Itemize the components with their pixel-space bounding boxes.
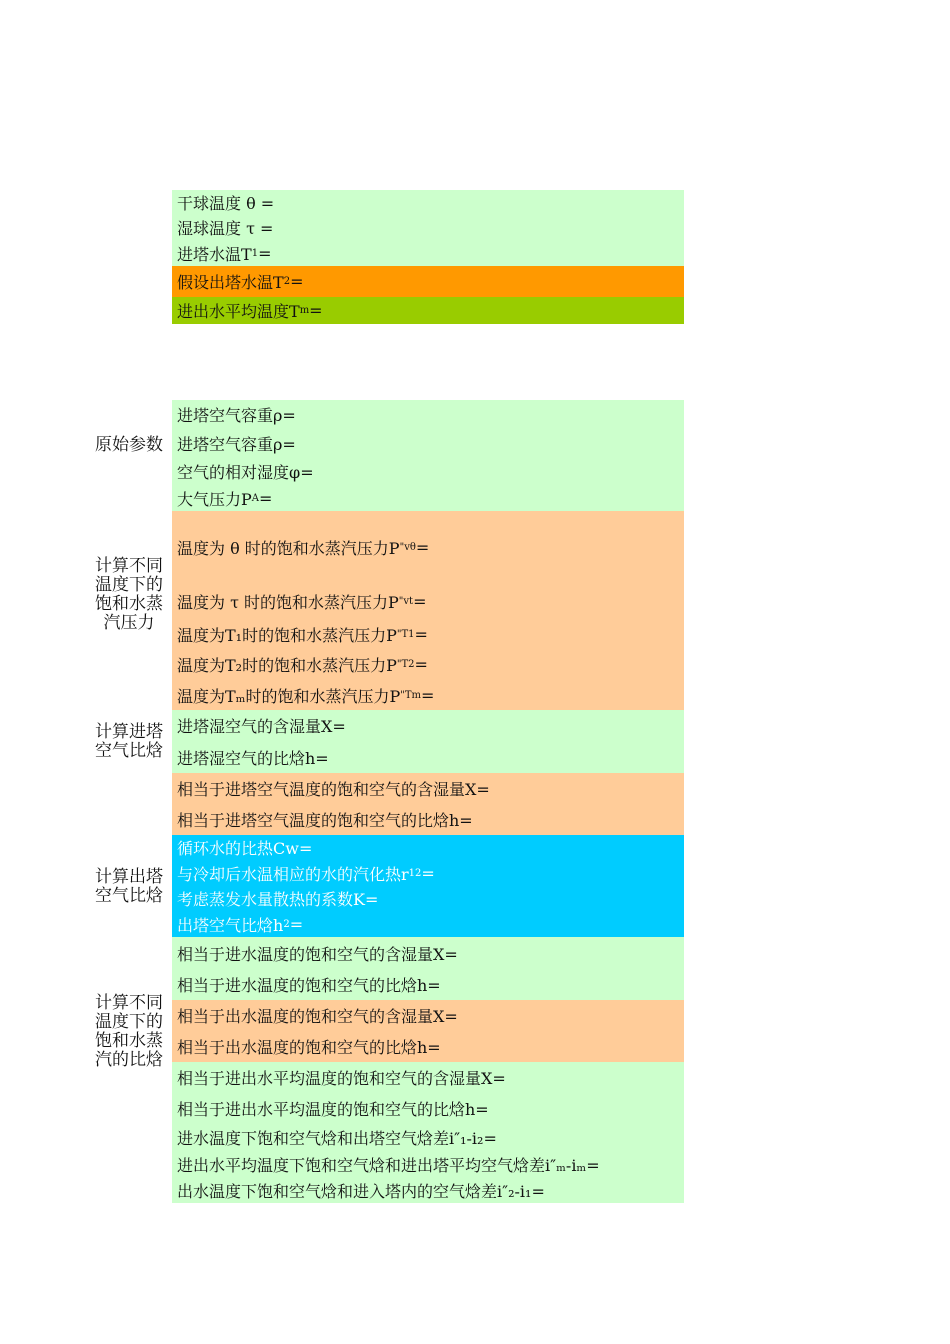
- evaporation-coefficient-row: 考虑蒸发水量散热的系数K=: [172, 886, 684, 911]
- sat-pressure-tau-row: 温度为 τ 时的饱和水蒸汽压力P " vt =: [172, 583, 684, 619]
- inlet-water-sat-moisture-row: 相当于进水温度的饱和空气的含湿量X=: [172, 937, 684, 969]
- wet-bulb-temp-row: 湿球温度 τ =: [172, 215, 684, 240]
- inlet-water-sat-enthalpy-row: 相当于进水温度的饱和空气的比焓h=: [172, 969, 684, 1000]
- enthalpy-diff-inlet-row: 进水温度下饱和空气焓和出塔空气焓差i″₁-i₂=: [172, 1124, 684, 1151]
- avg-water-temp-row: 进出水平均温度T m =: [172, 297, 684, 324]
- sat-pressure-t1-row: 温度为T₁时的饱和水蒸汽压力P " T1 =: [172, 619, 684, 649]
- outlet-enthalpy-row: 出塔空气比焓h 2 =: [172, 911, 684, 937]
- enthalpy-diff-outlet-row: 出水温度下饱和空气焓和进入塔内的空气焓差i″₂-i₁=: [172, 1177, 684, 1203]
- inlet-moisture-content-row: 进塔湿空气的含湿量X=: [172, 710, 684, 741]
- inlet-air-density-row: 进塔空气容重ρ=: [172, 400, 684, 429]
- dry-bulb-temp-row: 干球温度 θ =: [172, 190, 684, 215]
- vaporization-heat-row: 与冷却后水温相应的水的汽化热r 12 =: [172, 860, 684, 886]
- sat-pressure-t2-row: 温度为T₂时的饱和水蒸汽压力P " T2 =: [172, 649, 684, 680]
- enthalpy-diff-avg-row: 进出水平均温度下饱和空气焓和进出塔平均空气焓差i″ₘ-iₘ=: [172, 1151, 684, 1177]
- inlet-water-temp-row: 进塔水温T 1 =: [172, 240, 684, 266]
- inlet-sat-moisture-content-row: 相当于进塔空气温度的饱和空气的含湿量X=: [172, 773, 684, 804]
- group-label-outlet-enthalpy: 计算出塔 空气比焓: [95, 867, 163, 906]
- inlet-enthalpy-row: 进塔湿空气的比焓h=: [172, 741, 684, 773]
- atmospheric-pressure-row: 大气压力P A =: [172, 485, 684, 511]
- sat-pressure-theta-row: 温度为 θ 时的饱和水蒸汽压力P " vθ =: [172, 511, 684, 583]
- relative-humidity-row: 空气的相对湿度φ=: [172, 458, 684, 485]
- inlet-air-density-row: 进塔空气容重ρ=: [172, 429, 684, 458]
- inlet-sat-enthalpy-row: 相当于进塔空气温度的饱和空气的比焓h=: [172, 804, 684, 835]
- assumed-outlet-water-temp-row: 假设出塔水温T 2 =: [172, 266, 684, 297]
- outlet-water-sat-enthalpy-row: 相当于出水温度的饱和空气的比焓h=: [172, 1031, 684, 1062]
- group-label-sat-enthalpy: 计算不同 温度下的 饱和水蒸 汽的比焓: [95, 993, 163, 1070]
- group-label-raw-params: 原始参数: [95, 435, 163, 455]
- group-label-inlet-enthalpy: 计算进塔 空气比焓: [95, 722, 163, 761]
- group-label-sat-pressure: 计算不同 温度下的 饱和水蒸 汽压力: [95, 556, 163, 633]
- sat-pressure-tm-row: 温度为Tₘ时的饱和水蒸汽压力P " Tm =: [172, 680, 684, 710]
- water-specific-heat-row: 循环水的比热Cw=: [172, 835, 684, 860]
- avg-water-sat-enthalpy-row: 相当于进出水平均温度的饱和空气的比焓h=: [172, 1093, 684, 1124]
- avg-water-sat-moisture-row: 相当于进出水平均温度的饱和空气的含湿量X=: [172, 1062, 684, 1093]
- outlet-water-sat-moisture-row: 相当于出水温度的饱和空气的含湿量X=: [172, 1000, 684, 1031]
